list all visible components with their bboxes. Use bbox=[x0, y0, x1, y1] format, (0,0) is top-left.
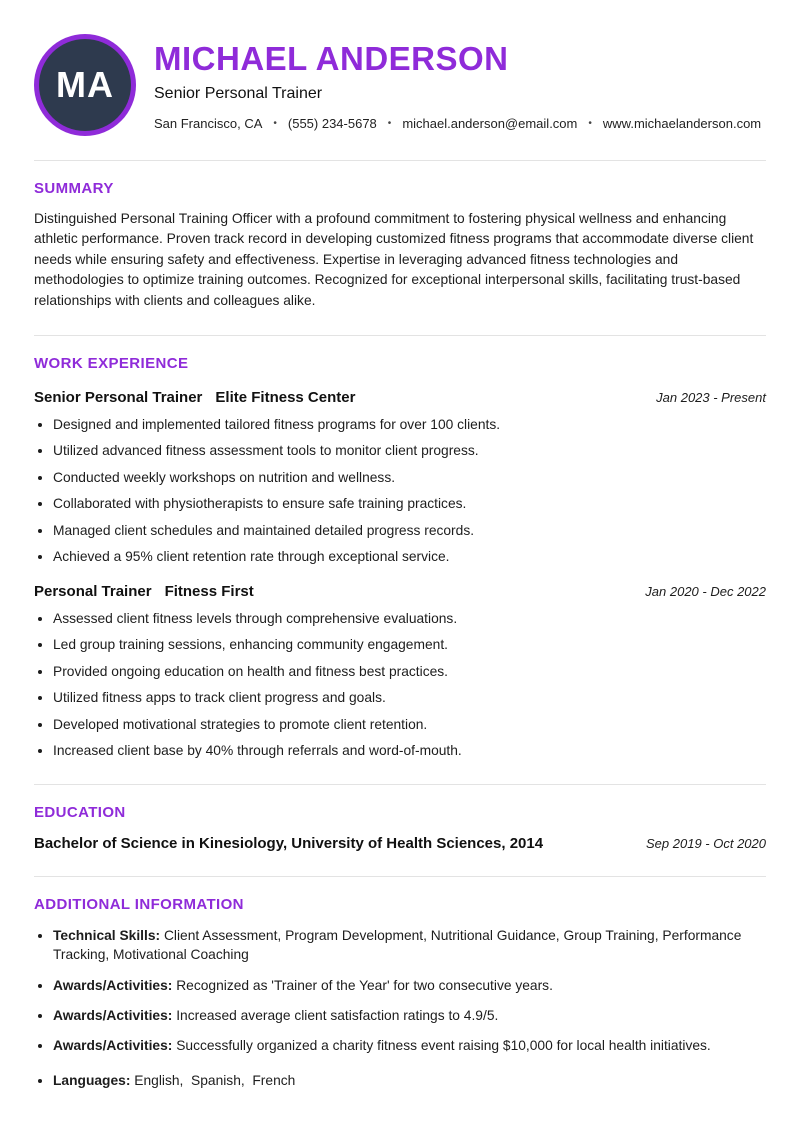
job-bullet-list bbox=[34, 416, 766, 566]
job-title: Senior Personal Trainer bbox=[34, 389, 203, 407]
additional-item-label: Technical Skills: bbox=[53, 928, 161, 944]
job-bullet: • Achieved a 95% client retention rate through exceptional service. bbox=[53, 548, 766, 566]
section-divider bbox=[34, 335, 766, 336]
job-dates: Jan 2020 - Dec 2022 bbox=[645, 584, 766, 600]
job-company: Fitness First bbox=[164, 583, 254, 601]
additional-item-text: Recognized as 'Trainer of the Year' for two consecutive years. bbox=[172, 977, 553, 993]
candidate-title: Senior Personal Trainer bbox=[154, 85, 323, 103]
resume-header bbox=[34, 34, 766, 136]
job-bullet: • Designed and implemented tailored fitness programs for over 100 clients. bbox=[53, 416, 766, 434]
summary-heading: SUMMARY bbox=[34, 180, 114, 197]
contact-row bbox=[154, 116, 761, 131]
job-bullet: • Provided ongoing education on health and fitness best practices. bbox=[53, 663, 766, 681]
avatar-ring bbox=[34, 34, 136, 136]
job-bullet: • Utilized fitness apps to track client progress and goals. bbox=[53, 689, 766, 707]
job-entry bbox=[34, 389, 766, 566]
job-bullet: • Managed client schedules and maintained detailed progress records. bbox=[53, 522, 766, 540]
contact-phone: (555) 234-5678 bbox=[287, 116, 377, 132]
additional-item bbox=[53, 1071, 766, 1090]
additional-item-label: Languages: bbox=[53, 1072, 131, 1088]
contact-separator: • bbox=[273, 118, 277, 130]
job-header bbox=[34, 583, 766, 600]
contact-email: michael.anderson@email.com bbox=[402, 116, 578, 132]
job-title-line bbox=[34, 389, 355, 406]
additional-item-text: English, Spanish, French bbox=[130, 1072, 296, 1088]
education-degree: Bachelor of Science in Kinesiology, University of Health Sciences, 2014 bbox=[34, 835, 544, 853]
section-summary bbox=[34, 180, 766, 311]
education-dates: Sep 2019 - Oct 2020 bbox=[646, 836, 766, 852]
additional-item-text: Increased average client satisfaction ratings to 4.9/5. bbox=[172, 1008, 499, 1024]
job-bullet: • Developed motivational strategies to promote client retention. bbox=[53, 716, 766, 734]
additional-item-label: Awards/Activities: bbox=[53, 1008, 173, 1024]
additional-item bbox=[53, 1036, 766, 1055]
section-education bbox=[34, 804, 766, 852]
contact-separator: • bbox=[387, 118, 392, 130]
job-bullet: • Led group training sessions, enhancing community engagement. bbox=[53, 636, 766, 654]
additional-item bbox=[53, 1006, 766, 1025]
additional-information-heading: ADDITIONAL INFORMATION bbox=[34, 896, 244, 914]
additional-item bbox=[53, 976, 766, 995]
additional-item-text: Client Assessment, Program Development, Nutritional Guidance, Group Training, Performance Tracking, Motivational Coaching bbox=[53, 928, 745, 963]
job-bullet: • Utilized advanced fitness assessment tools to monitor client progress. bbox=[53, 442, 766, 460]
additional-item-text: Successfully organized a charity fitness event raising $10,000 for local health initiatives. bbox=[172, 1038, 711, 1054]
job-entry bbox=[34, 583, 766, 760]
additional-information-list bbox=[34, 926, 766, 1090]
additional-item-label: Awards/Activities: bbox=[53, 1038, 173, 1054]
section-divider bbox=[34, 784, 766, 785]
job-bullet: • Conducted weekly workshops on nutrition and wellness. bbox=[53, 469, 766, 487]
summary-text: Distinguished Personal Training Officer with a profound commitment to fostering physical wellness and enhancing athletic performance. Proven track record in developing customized fitness programs that accommodate diverse client needs while ensuring safety and effectiveness. Expertise in leveraging advanced fitness technologies and methodologies to optimize training outcomes. Recognized for exceptional interpersonal skills, facilitating trust-based relationships with clients and colleagues alike. bbox=[34, 211, 754, 308]
contact-separator: • bbox=[588, 118, 592, 130]
avatar-initials: MA bbox=[56, 64, 114, 105]
education-entry bbox=[34, 835, 766, 852]
contact-location: San Francisco, CA bbox=[154, 116, 263, 132]
job-header bbox=[34, 389, 766, 406]
job-title: Personal Trainer bbox=[34, 583, 152, 601]
education-heading: EDUCATION bbox=[34, 804, 126, 822]
job-bullet: • Increased client base by 40% through referrals and word-of-mouth. bbox=[53, 742, 766, 760]
section-work-experience bbox=[34, 355, 766, 760]
avatar bbox=[39, 39, 131, 131]
candidate-name: MICHAEL ANDERSON bbox=[154, 39, 509, 77]
job-bullet: • Assessed client fitness levels through comprehensive evaluations. bbox=[53, 610, 766, 628]
section-divider bbox=[34, 876, 766, 877]
section-additional-information bbox=[34, 896, 766, 1090]
job-title-line bbox=[34, 583, 254, 600]
section-divider bbox=[34, 160, 766, 161]
job-bullet: • Collaborated with physiotherapists to ensure safe training practices. bbox=[53, 495, 766, 513]
additional-item bbox=[53, 926, 766, 965]
additional-item-label: Awards/Activities: bbox=[53, 977, 173, 993]
header-text bbox=[154, 39, 761, 131]
contact-website: www.michaelanderson.com bbox=[602, 116, 762, 132]
work-experience-heading: WORK EXPERIENCE bbox=[34, 355, 189, 373]
job-company: Elite Fitness Center bbox=[215, 389, 356, 407]
job-bullet-list bbox=[34, 610, 766, 760]
job-dates: Jan 2023 - Present bbox=[656, 390, 766, 406]
